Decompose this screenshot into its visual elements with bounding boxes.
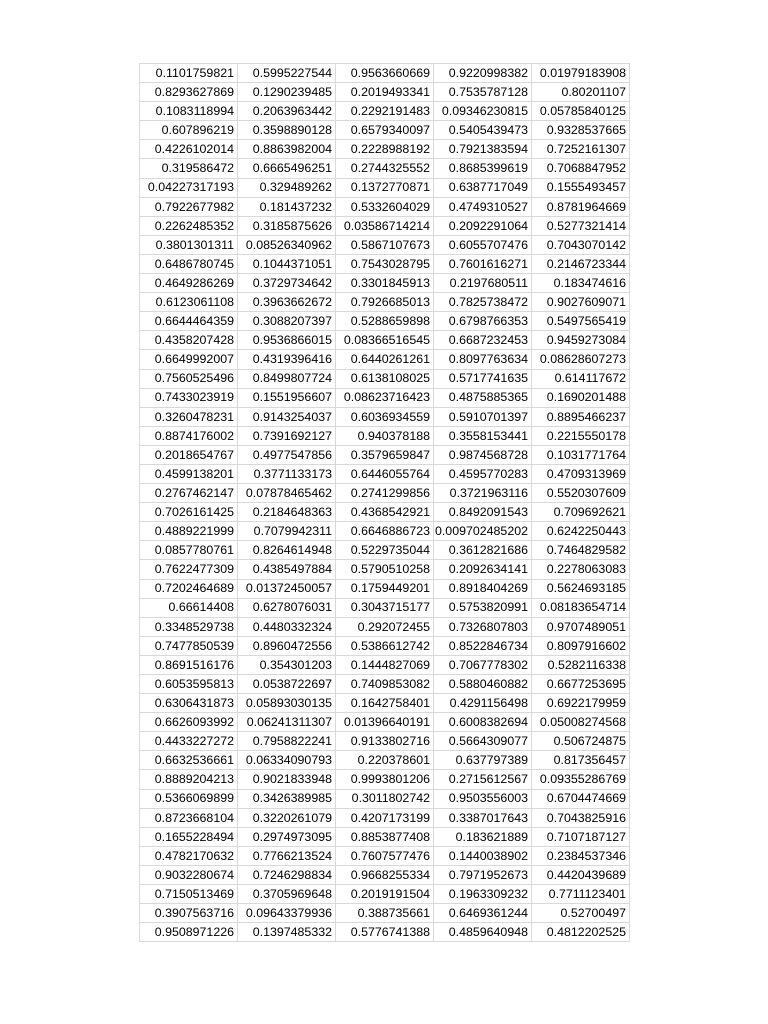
- table-cell: 0.4709313969: [532, 464, 630, 483]
- table-row: [140, 312, 630, 331]
- table-cell: 0.6632536661: [140, 751, 238, 770]
- table-row: [140, 560, 630, 579]
- table-cell: 0.9668255334: [336, 865, 434, 884]
- table-cell: 0.3260478231: [140, 407, 238, 426]
- table-row: [140, 675, 630, 694]
- table-row: [140, 235, 630, 254]
- table-cell: 0.5497565419: [532, 312, 630, 331]
- table-cell: 0.3348529738: [140, 617, 238, 636]
- table-cell: 0.7043825916: [532, 808, 630, 827]
- table-cell: 0.6055707476: [434, 235, 532, 254]
- table-row: [140, 732, 630, 751]
- table-cell: 0.08623716423: [336, 388, 434, 407]
- table-cell: 0.7391692127: [238, 426, 336, 445]
- table-cell: 0.2018654767: [140, 445, 238, 464]
- table-row: [140, 579, 630, 598]
- table-row: [140, 885, 630, 904]
- table-cell: 0.07878465462: [238, 484, 336, 503]
- table-cell: 0.8492091543: [434, 503, 532, 522]
- table-cell: 0.2744325552: [336, 159, 434, 178]
- table-cell: 0.4889221999: [140, 522, 238, 541]
- table-cell: 0.3387017643: [434, 808, 532, 827]
- table-cell: 0.5910701397: [434, 407, 532, 426]
- table-row: [140, 846, 630, 865]
- table-cell: 0.66614408: [140, 598, 238, 617]
- table-cell: 0.4977547856: [238, 445, 336, 464]
- table-cell: 0.3579659847: [336, 445, 434, 464]
- table-cell: 0.08526340962: [238, 235, 336, 254]
- table-cell: 0.3301845913: [336, 274, 434, 293]
- table-cell: 0.9220998382: [434, 64, 532, 83]
- table-cell: 0.9563660669: [336, 64, 434, 83]
- table-cell: 0.6665496251: [238, 159, 336, 178]
- table-row: [140, 102, 630, 121]
- table-cell: 0.2092634141: [434, 560, 532, 579]
- table-cell: 0.2019493341: [336, 83, 434, 102]
- table-cell: 0.7202464689: [140, 579, 238, 598]
- table-cell: 0.09355286769: [532, 770, 630, 789]
- table-row: [140, 178, 630, 197]
- table-row: [140, 293, 630, 312]
- table-row: [140, 503, 630, 522]
- table-cell: 0.5277321414: [532, 216, 630, 235]
- table-cell: 0.7477850539: [140, 636, 238, 655]
- table-cell: 0.354301203: [238, 655, 336, 674]
- table-cell: 0.292072455: [336, 617, 434, 636]
- table-cell: 0.5332604029: [336, 197, 434, 216]
- table-cell: 0.1044371051: [238, 254, 336, 273]
- table-cell: 0.6008382694: [434, 713, 532, 732]
- table-cell: 0.8685399619: [434, 159, 532, 178]
- table-cell: 0.2384537346: [532, 846, 630, 865]
- table-cell: 0.7079942311: [238, 522, 336, 541]
- table-cell: 0.9508971226: [140, 923, 238, 942]
- table-cell: 0.4480332324: [238, 617, 336, 636]
- table-cell: 0.1290239485: [238, 83, 336, 102]
- table-row: [140, 83, 630, 102]
- table-cell: 0.0857780761: [140, 541, 238, 560]
- table-cell: 0.05893030135: [238, 694, 336, 713]
- table-cell: 0.6306431873: [140, 694, 238, 713]
- table-cell: 0.6922179959: [532, 694, 630, 713]
- table-cell: 0.8097763634: [434, 350, 532, 369]
- table-cell: 0.03586714214: [336, 216, 434, 235]
- table-cell: 0.6646886723: [336, 522, 434, 541]
- table-cell: 0.6704474669: [532, 789, 630, 808]
- table-row: [140, 426, 630, 445]
- table-row: [140, 254, 630, 273]
- table-cell: 0.5867107673: [336, 235, 434, 254]
- table-row: [140, 484, 630, 503]
- table-cell: 0.4859640948: [434, 923, 532, 942]
- table-cell: 0.7464829582: [532, 541, 630, 560]
- table-cell: 0.607896219: [140, 121, 238, 140]
- table-cell: 0.329489262: [238, 178, 336, 197]
- table-cell: 0.4368542921: [336, 503, 434, 522]
- table-cell: 0.5995227544: [238, 64, 336, 83]
- table-cell: 0.637797389: [434, 751, 532, 770]
- table-cell: 0.5664309077: [434, 732, 532, 751]
- table-cell: 0.08183654714: [532, 598, 630, 617]
- table-cell: 0.3721963116: [434, 484, 532, 503]
- table-row: [140, 865, 630, 884]
- table-cell: 0.2019191504: [336, 885, 434, 904]
- table-row: [140, 331, 630, 350]
- table-cell: 0.8781964669: [532, 197, 630, 216]
- table-cell: 0.08628607273: [532, 350, 630, 369]
- table-cell: 0.181437232: [238, 197, 336, 216]
- table-cell: 0.1101759821: [140, 64, 238, 83]
- table-cell: 0.6446055764: [336, 464, 434, 483]
- table-cell: 0.7246298834: [238, 865, 336, 884]
- table-cell: 0.08366516545: [336, 331, 434, 350]
- table-cell: 0.1555493457: [532, 178, 630, 197]
- table-cell: 0.05008274568: [532, 713, 630, 732]
- data-table: [139, 63, 630, 942]
- table-cell: 0.3011802742: [336, 789, 434, 808]
- table-cell: 0.7535787128: [434, 83, 532, 102]
- table-cell: 0.09346230815: [434, 102, 532, 121]
- table-row: [140, 770, 630, 789]
- table-cell: 0.1690201488: [532, 388, 630, 407]
- table-cell: 0.7067778302: [434, 655, 532, 674]
- table-cell: 0.5520307609: [532, 484, 630, 503]
- table-cell: 0.5624693185: [532, 579, 630, 598]
- table-row: [140, 64, 630, 83]
- table-cell: 0.709692621: [532, 503, 630, 522]
- table-cell: 0.8960472556: [238, 636, 336, 655]
- table-cell: 0.5717741635: [434, 369, 532, 388]
- table-cell: 0.940378188: [336, 426, 434, 445]
- table-cell: 0.8874176002: [140, 426, 238, 445]
- table-cell: 0.2974973095: [238, 827, 336, 846]
- table-cell: 0.1397485332: [238, 923, 336, 942]
- table-row: [140, 789, 630, 808]
- table-cell: 0.5790510258: [336, 560, 434, 579]
- table-cell: 0.4599138201: [140, 464, 238, 483]
- table-cell: 0.2278063083: [532, 560, 630, 579]
- table-cell: 0.7958822241: [238, 732, 336, 751]
- table-cell: 0.9874568728: [434, 445, 532, 464]
- table-cell: 0.6138108025: [336, 369, 434, 388]
- table-cell: 0.4782170632: [140, 846, 238, 865]
- table-cell: 0.1551956607: [238, 388, 336, 407]
- table-cell: 0.3705969648: [238, 885, 336, 904]
- table-cell: 0.9133802716: [336, 732, 434, 751]
- table-cell: 0.6677253695: [532, 675, 630, 694]
- table-cell: 0.9707489051: [532, 617, 630, 636]
- table-cell: 0.7825738472: [434, 293, 532, 312]
- table-row: [140, 464, 630, 483]
- table-cell: 0.6053595813: [140, 675, 238, 694]
- table-cell: 0.5229735044: [336, 541, 434, 560]
- table-cell: 0.3185875626: [238, 216, 336, 235]
- table-row: [140, 274, 630, 293]
- table-cell: 0.7026161425: [140, 503, 238, 522]
- table-cell: 0.183474616: [532, 274, 630, 293]
- table-cell: 0.6123061108: [140, 293, 238, 312]
- table-cell: 0.2292191483: [336, 102, 434, 121]
- table-cell: 0.3612821686: [434, 541, 532, 560]
- table-cell: 0.9143254037: [238, 407, 336, 426]
- table-cell: 0.7971952673: [434, 865, 532, 884]
- table-row: [140, 808, 630, 827]
- table-cell: 0.183621889: [434, 827, 532, 846]
- table-cell: 0.7622477309: [140, 560, 238, 579]
- table-cell: 0.4875885365: [434, 388, 532, 407]
- table-cell: 0.7252161307: [532, 140, 630, 159]
- table-cell: 0.6649992007: [140, 350, 238, 369]
- table-cell: 0.4812202525: [532, 923, 630, 942]
- table-cell: 0.2146723344: [532, 254, 630, 273]
- table-cell: 0.3907563716: [140, 904, 238, 923]
- table-cell: 0.8097916602: [532, 636, 630, 655]
- table-cell: 0.7068847952: [532, 159, 630, 178]
- table-cell: 0.52700497: [532, 904, 630, 923]
- table-cell: 0.09643379936: [238, 904, 336, 923]
- table-cell: 0.220378601: [336, 751, 434, 770]
- table-row: [140, 350, 630, 369]
- table-cell: 0.7926685013: [336, 293, 434, 312]
- table-cell: 0.6469361244: [434, 904, 532, 923]
- table-cell: 0.01372450057: [238, 579, 336, 598]
- table-cell: 0.7107187127: [532, 827, 630, 846]
- table-row: [140, 522, 630, 541]
- table-row: [140, 904, 630, 923]
- table-cell: 0.01979183908: [532, 64, 630, 83]
- table-cell: 0.8853877408: [336, 827, 434, 846]
- table-cell: 0.80201107: [532, 83, 630, 102]
- table-cell: 0.5880460882: [434, 675, 532, 694]
- table-cell: 0.8863982004: [238, 140, 336, 159]
- table-cell: 0.9993801206: [336, 770, 434, 789]
- table-cell: 0.4358207428: [140, 331, 238, 350]
- table-cell: 0.1031771764: [532, 445, 630, 464]
- table-cell: 0.388735661: [336, 904, 434, 923]
- table-cell: 0.506724875: [532, 732, 630, 751]
- table-cell: 0.4291156498: [434, 694, 532, 713]
- table-cell: 0.8723668104: [140, 808, 238, 827]
- table-cell: 0.1444827069: [336, 655, 434, 674]
- table-cell: 0.3598890128: [238, 121, 336, 140]
- table-cell: 0.05785840125: [532, 102, 630, 121]
- table-cell: 0.8499807724: [238, 369, 336, 388]
- table-row: [140, 388, 630, 407]
- table-cell: 0.3426389985: [238, 789, 336, 808]
- table-cell: 0.1440038902: [434, 846, 532, 865]
- table-row: [140, 617, 630, 636]
- table-cell: 0.1083118994: [140, 102, 238, 121]
- table-cell: 0.9021833948: [238, 770, 336, 789]
- table-cell: 0.2715612567: [434, 770, 532, 789]
- table-cell: 0.5405439473: [434, 121, 532, 140]
- table-cell: 0.7043070142: [532, 235, 630, 254]
- table-cell: 0.7766213524: [238, 846, 336, 865]
- table-cell: 0.614117672: [532, 369, 630, 388]
- table-cell: 0.8691516176: [140, 655, 238, 674]
- table-cell: 0.9328537665: [532, 121, 630, 140]
- table-cell: 0.4385497884: [238, 560, 336, 579]
- table-cell: 0.06334090793: [238, 751, 336, 770]
- table-cell: 0.7922677982: [140, 197, 238, 216]
- table-cell: 0.8522846734: [434, 636, 532, 655]
- table-row: [140, 751, 630, 770]
- table-row: [140, 923, 630, 942]
- table-cell: 0.5753820991: [434, 598, 532, 617]
- table-cell: 0.009702485202: [434, 522, 532, 541]
- table-cell: 0.5288659898: [336, 312, 434, 331]
- table-cell: 0.9503556003: [434, 789, 532, 808]
- table-row: [140, 636, 630, 655]
- table-cell: 0.9459273084: [532, 331, 630, 350]
- table-cell: 0.319586472: [140, 159, 238, 178]
- table-cell: 0.0538722697: [238, 675, 336, 694]
- table-cell: 0.7433023919: [140, 388, 238, 407]
- table-cell: 0.6278076031: [238, 598, 336, 617]
- table-cell: 0.3729734642: [238, 274, 336, 293]
- table-cell: 0.6798766353: [434, 312, 532, 331]
- table-cell: 0.8293627869: [140, 83, 238, 102]
- table-cell: 0.6687232453: [434, 331, 532, 350]
- table-cell: 0.7560525496: [140, 369, 238, 388]
- table-cell: 0.1759449201: [336, 579, 434, 598]
- table-cell: 0.5386612742: [336, 636, 434, 655]
- table-cell: 0.6626093992: [140, 713, 238, 732]
- table-cell: 0.7921383594: [434, 140, 532, 159]
- table-cell: 0.1642758401: [336, 694, 434, 713]
- table-row: [140, 694, 630, 713]
- table-row: [140, 369, 630, 388]
- table-cell: 0.3043715177: [336, 598, 434, 617]
- table-row: [140, 655, 630, 674]
- table-cell: 0.5776741388: [336, 923, 434, 942]
- table-cell: 0.3963662672: [238, 293, 336, 312]
- table-cell: 0.3558153441: [434, 426, 532, 445]
- table-row: [140, 121, 630, 140]
- table-cell: 0.7326807803: [434, 617, 532, 636]
- table-row: [140, 713, 630, 732]
- table-cell: 0.4649286269: [140, 274, 238, 293]
- table-row: [140, 407, 630, 426]
- table-row: [140, 140, 630, 159]
- table-cell: 0.6644464359: [140, 312, 238, 331]
- table-cell: 0.01396640191: [336, 713, 434, 732]
- table-cell: 0.7711123401: [532, 885, 630, 904]
- table-cell: 0.1963309232: [434, 885, 532, 904]
- table-cell: 0.7543028795: [336, 254, 434, 273]
- table-cell: 0.9536866015: [238, 331, 336, 350]
- table-cell: 0.04227317193: [140, 178, 238, 197]
- table-cell: 0.8918404269: [434, 579, 532, 598]
- table-row: [140, 216, 630, 235]
- table-cell: 0.6579340097: [336, 121, 434, 140]
- table-cell: 0.8264614948: [238, 541, 336, 560]
- table-cell: 0.1655228494: [140, 827, 238, 846]
- table-cell: 0.5366069899: [140, 789, 238, 808]
- table-cell: 0.2228988192: [336, 140, 434, 159]
- table-cell: 0.4207173199: [336, 808, 434, 827]
- table-cell: 0.2262485352: [140, 216, 238, 235]
- table-row: [140, 598, 630, 617]
- table-cell: 0.3088207397: [238, 312, 336, 331]
- table-cell: 0.2767462147: [140, 484, 238, 503]
- table-cell: 0.7601616271: [434, 254, 532, 273]
- table-cell: 0.8895466237: [532, 407, 630, 426]
- table-row: [140, 445, 630, 464]
- table-row: [140, 827, 630, 846]
- table-cell: 0.2197680511: [434, 274, 532, 293]
- table-cell: 0.7409853082: [336, 675, 434, 694]
- table-cell: 0.2741299856: [336, 484, 434, 503]
- table-cell: 0.2184648363: [238, 503, 336, 522]
- table-cell: 0.5282116338: [532, 655, 630, 674]
- table-cell: 0.6242250443: [532, 522, 630, 541]
- table-cell: 0.3220261079: [238, 808, 336, 827]
- table-body: [140, 64, 630, 942]
- table-cell: 0.2092291064: [434, 216, 532, 235]
- table-cell: 0.4433227272: [140, 732, 238, 751]
- table-cell: 0.4226102014: [140, 140, 238, 159]
- table-row: [140, 197, 630, 216]
- table-cell: 0.4595770283: [434, 464, 532, 483]
- table-cell: 0.6036934559: [336, 407, 434, 426]
- table-cell: 0.1372770871: [336, 178, 434, 197]
- table-cell: 0.2063963442: [238, 102, 336, 121]
- table-cell: 0.7607577476: [336, 846, 434, 865]
- table-cell: 0.4749310527: [434, 197, 532, 216]
- table-cell: 0.4420439689: [532, 865, 630, 884]
- table-row: [140, 541, 630, 560]
- table-row: [140, 159, 630, 178]
- table-cell: 0.817356457: [532, 751, 630, 770]
- table-cell: 0.2215550178: [532, 426, 630, 445]
- table-cell: 0.6440261261: [336, 350, 434, 369]
- table-cell: 0.06241311307: [238, 713, 336, 732]
- table-cell: 0.3801301311: [140, 235, 238, 254]
- table-cell: 0.3771133173: [238, 464, 336, 483]
- table-cell: 0.6387717049: [434, 178, 532, 197]
- table-cell: 0.8889204213: [140, 770, 238, 789]
- table-cell: 0.9027609071: [532, 293, 630, 312]
- table-cell: 0.4319396416: [238, 350, 336, 369]
- table-cell: 0.9032280674: [140, 865, 238, 884]
- table-cell: 0.6486780745: [140, 254, 238, 273]
- table-cell: 0.7150513469: [140, 885, 238, 904]
